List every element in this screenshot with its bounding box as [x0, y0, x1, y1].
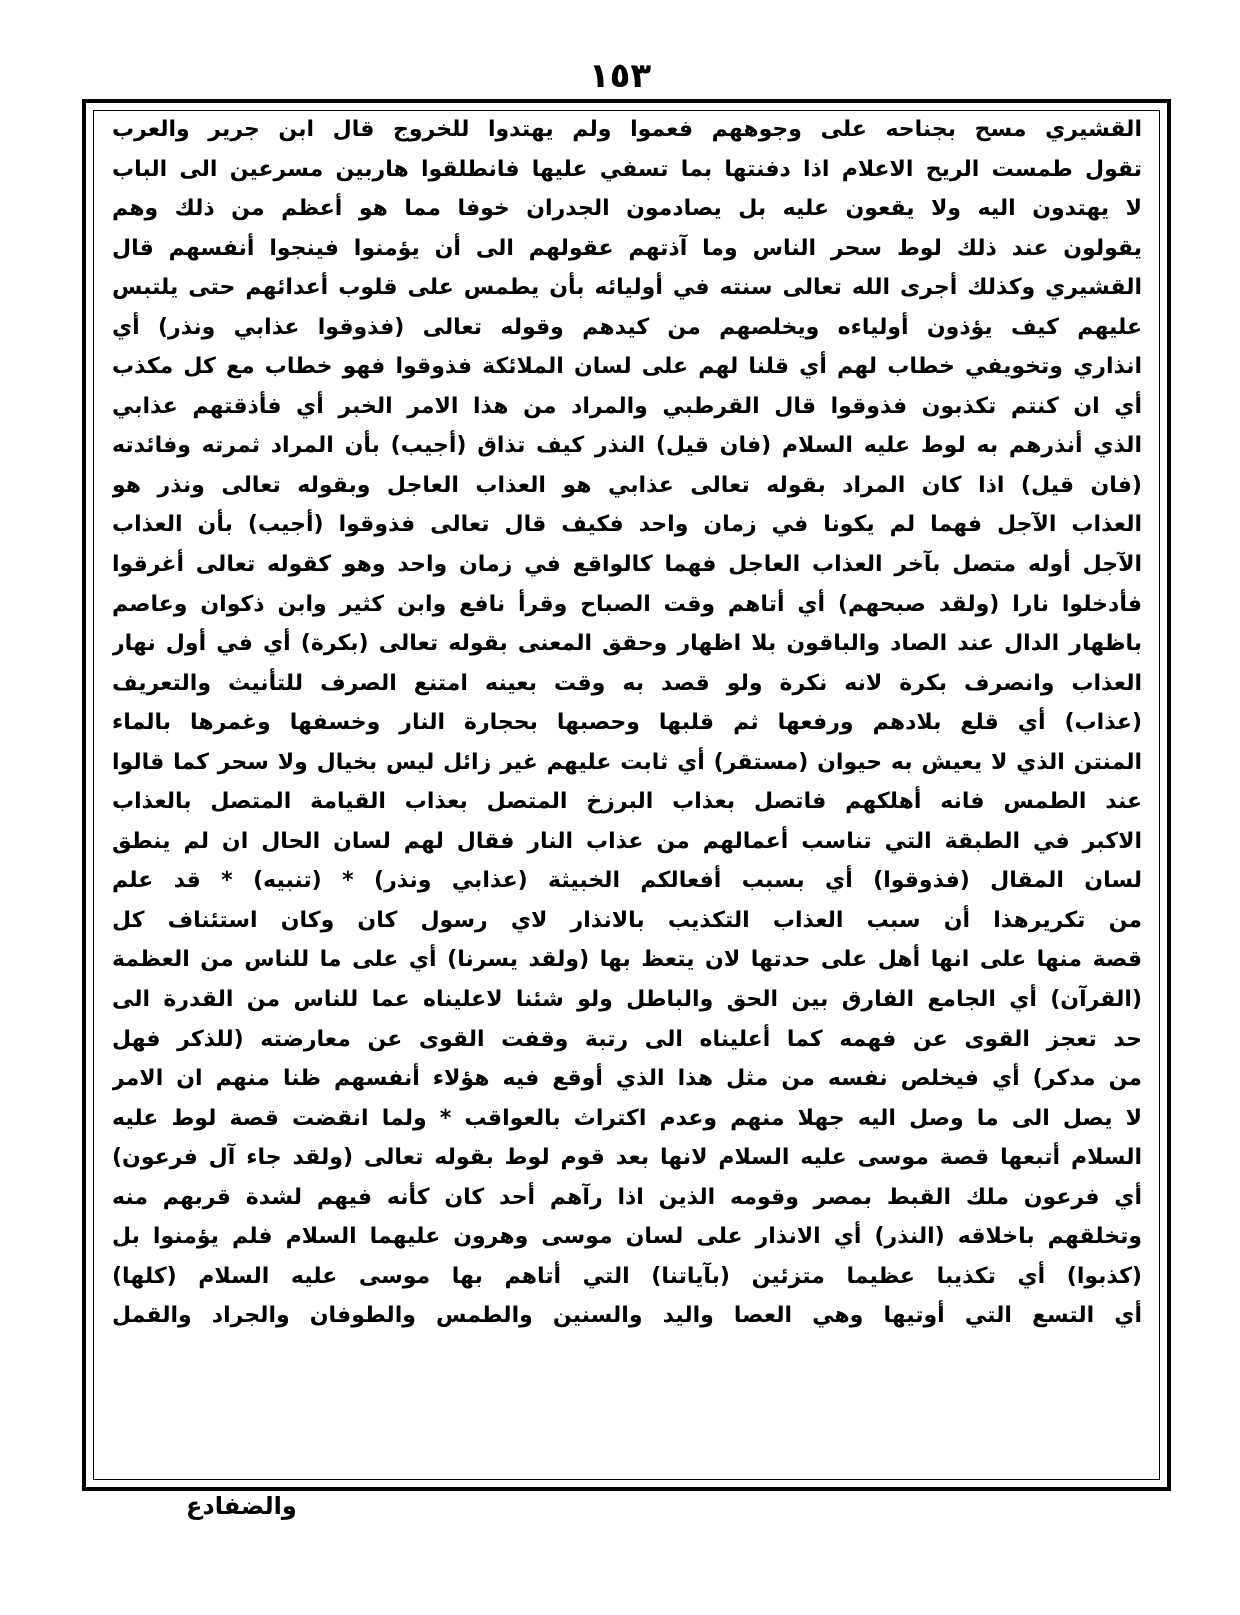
text-line: الذي أنذرهم به لوط عليه السلام (فان قيل) النذر كيف تذاق (أجيب) بأن المراد ثمرته وفائدته	[112, 433, 1142, 459]
text-line: (عذاب) أي قلع بلادهم ورفعها ثم قلبها وحصبها بحجارة النار وخسفها وغمرها بالماء	[112, 710, 1142, 736]
page-number: ١٥٣	[588, 56, 652, 96]
text-line: القشيري وكذلك أجرى الله تعالى سنته في أوليائه بأن يطمس على قلوب أعدائهم حتى يلتبس	[112, 275, 1142, 301]
text-line: (فان قيل) اذا كان المراد بقوله تعالى عذابي هو العذاب العاجل وبقوله تعالى ونذر هو	[112, 472, 1142, 498]
text-line: عند الطمس فانه أهلكهم فاتصل بعذاب البرزخ المتصل بعذاب القيامة المتصل بالعذاب	[112, 789, 1142, 815]
text-line: لا يهتدون اليه ولا يقعون عليه بل يصادمون الجدران خوفا مما هو أعظم من ذلك وهم	[112, 196, 1142, 222]
text-line: السلام أتبعها قصة موسى عليه السلام لانها بعد قوم لوط بقوله تعالى (ولقد جاء آل فرعون)	[112, 1145, 1142, 1171]
text-line: لا يصل الى ما وصل اليه جهلا منهم وعدم اكتراث بالعواقب * ولما انقضت قصة لوط عليه	[112, 1105, 1142, 1131]
text-line: القشيري مسح بجناحه على وجوههم فعموا ولم يهتدوا للخروج قال ابن جرير والعرب	[112, 117, 1142, 142]
text-line: الآجل أوله متصل بآخر العذاب العاجل فهما كالواقع في زمان واحد وهو كقوله تعالى أغرقوا	[112, 552, 1142, 578]
text-line: من مدكر) أي فيخلص نفسه من مثل هذا الذي أوقع فيه هؤلاء أنفسهم ظنا منهم ان الامر	[112, 1066, 1142, 1092]
text-line: المنتن الذي لا يعيش به حيوان (مستقر) أي ثابت عليهم غير زائل ليس بخيال ولا سحر كما قالوا	[112, 749, 1142, 775]
text-line: أي فرعون ملك القبط بمصر وقومه الذين اذا رآهم أحد كان كأنه فيهم لشدة قربهم منه	[112, 1184, 1142, 1210]
text-line: باظهار الدال عند الصاد والباقون بلا اظهار وحقق المعنى بقوله تعالى (بكرة) أي في أول نهار	[112, 631, 1142, 657]
text-line: (كذبوا) أي تكذيبا عظيما متزئين (بآياتنا) التي أتاهم بها موسى عليه السلام (كلها)	[112, 1263, 1142, 1289]
text-line: وتخلقهم باخلاقه (النذر) أي الانذار على لسان موسى وهرون عليهما السلام فلم يؤمنوا بل	[112, 1224, 1142, 1250]
text-line: انذاري وتخويفي خطاب لهم أي قلنا لهم على لسان الملائكة فذوقوا فهو خطاب مع كل مكذب	[112, 354, 1142, 380]
text-line: العذاب الآجل فهما لم يكونا في زمان واحد فكيف قال تعالى فذوقوا (أجيب) بأن العذاب	[112, 512, 1142, 538]
text-line: (القرآن) أي الجامع الفارق بين الحق والباطل ولو شئنا لاعليناه عما للناس من القدرة الى	[112, 987, 1142, 1013]
main-text-block	[112, 110, 1142, 1480]
text-line: قصة منها على انها أهل على حدتها لان يتعظ بها (ولقد يسرنا) أي على ما للناس من العظمة	[112, 947, 1142, 973]
text-line: فأدخلوا نارا (ولقد صبحهم) أي أتاهم وقت الصباح وقرأ نافع وابن كثير وابن ذكوان وعاصم	[112, 591, 1142, 617]
text-line: الاكبر في الطبقة التي تناسب أعمالهم من عذاب النار فقال لهم لسان الحال ان لم ينطق	[112, 828, 1142, 854]
catchword: والضفادع	[186, 1492, 297, 1520]
text-line: عليهم كيف يؤذون أولياءه ويخلصهم من كيدهم وقوله تعالى (فذوقوا عذابي ونذر) أي	[112, 314, 1142, 340]
text-line: أي ان كنتم تكذبون فذوقوا قال القرطبي والمراد من هذا الامر الخبر أي فأذقتهم عذابي	[112, 393, 1142, 419]
text-line: العذاب وانصرف بكرة لانه نكرة ولو قصد به وقت بعينه امتنع الصرف للتأنيث والتعريف	[112, 670, 1142, 696]
text-line: من تكريرهذا أن سبب العذاب التكذيب بالانذار لاي رسول كان وكان استئناف كل	[112, 907, 1142, 933]
text-line: أي التسع التي أوتيها وهي العصا واليد والسنين والطمس والطوفان والجراد والقمل	[112, 1303, 1142, 1329]
text-line: يقولون عند ذلك لوط سحر الناس وما آذتهم عقولهم الى أن يؤمنوا فينجوا أنفسهم قال	[112, 235, 1142, 261]
text-line: حد تعجز القوى عن فهمه كما أعليناه الى رتبة وقفت القوى عن معارضته (للذكر فهل	[112, 1026, 1142, 1052]
text-line: تقول طمست الريح الاعلام اذا دفنتها بما تسفي عليها فانطلقوا هاربين مسرعين الى الباب	[112, 156, 1142, 182]
text-line: لسان المقال (فذوقوا) أي بسبب أفعالكم الخبيثة (عذابي ونذر) * (تنبيه) * قد علم	[112, 868, 1142, 894]
